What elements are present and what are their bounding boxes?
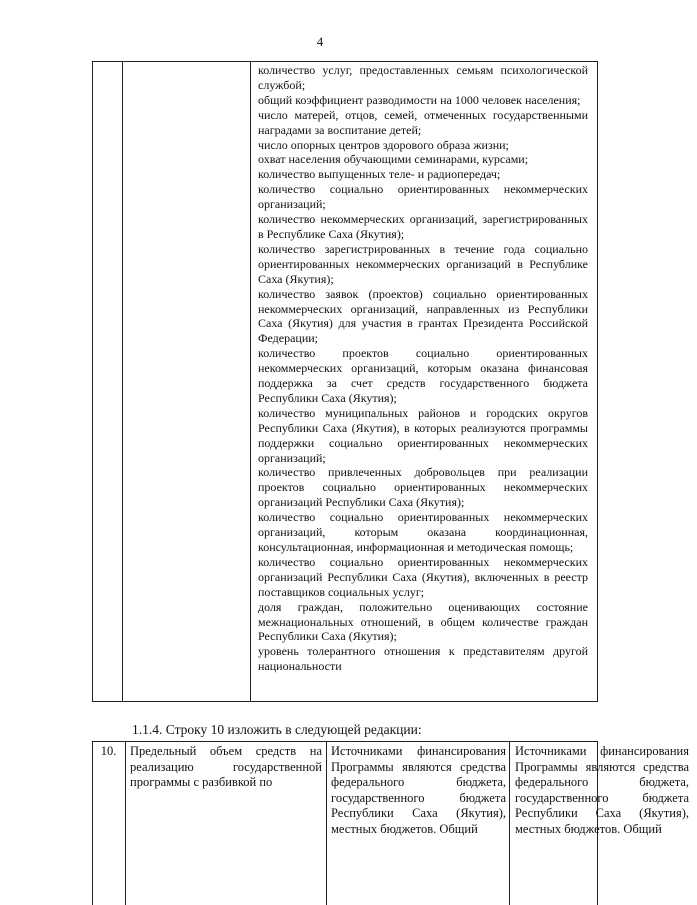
- row-name: Предельный объем средств на реализацию государственной программы с разбивкой по: [130, 744, 322, 790]
- indicator-item: доля граждан, положительно оценивающих состояние межнациональных отношений, в общем количестве граждан Республики Саха (Якутия);: [258, 599, 588, 644]
- indicator-item: количество услуг, предоставленных семьям психологической службой;: [258, 63, 588, 92]
- indicator-item: количество социально ориентированных некоммерческих организаций, которым оказана координационная, консультационная, информационная и методическая помощь;: [258, 510, 588, 554]
- row-new-text: Источниками финансирования Программы являются средства федерального бюджета, государственного бюджета Республики Саха (Якутия), местных бюджетов. Общий: [515, 744, 689, 836]
- indicator-item: количество проектов социально ориентированных некоммерческих организаций, которым оказана финансовая поддержка за счет средств государственного бюджета Республики Саха (Якутия);: [258, 346, 588, 405]
- indicator-item: количество муниципальных районов и городских округов Республики Саха (Якутия), в которых реализуются программы поддержки социально ориентированных некоммерческих организаций;: [258, 405, 588, 465]
- indicator-item: число матерей, отцов, семей, отмеченных государственными наградами за воспитание детей;: [258, 107, 588, 137]
- indicator-item: общий коэффициент разводимости на 1000 человек населения;: [258, 92, 581, 107]
- indicator-item: охват населения обучающими семинарами, курсами;: [258, 152, 529, 167]
- row-10-table: [92, 741, 689, 905]
- indicator-item: количество заявок (проектов) социально ориентированных некоммерческих организаций, направленных из Республики Саха (Якутия) для участия в грантах Президента Российской Федерации;: [258, 286, 588, 346]
- indicators-cell: [251, 62, 597, 701]
- indicator-item: количество некоммерческих организаций, зарегистрированных в Республике Саха (Якутия);: [258, 212, 588, 241]
- amendment-paragraph: 1.1.4. Строку 10 изложить в следующей редакции:: [132, 722, 422, 737]
- row-number: 10.: [100, 744, 117, 758]
- indicator-item: число опорных центров здорового образа жизни;: [258, 137, 509, 152]
- indicator-item: количество выпущенных теле- и радиопередач;: [258, 167, 501, 182]
- indicator-item: количество социально ориентированных некоммерческих организаций Республики Саха (Якутия), включенных в реестр поставщиков социальных услуг;: [258, 554, 588, 599]
- indicator-item: уровень толерантного отношения к представителям другой национальности: [258, 644, 588, 674]
- column-divider: [122, 62, 123, 701]
- indicator-item: количество зарегистрированных в течение года социально ориентированных некоммерческих организаций в Республике Саха (Якутия);: [258, 241, 588, 286]
- page-number: 4: [316, 34, 324, 49]
- indicator-item: количество социально ориентированных некоммерческих организаций;: [258, 182, 588, 212]
- row-old-text: Источниками финансирования Программы являются средства федерального бюджета, государственного бюджета Республики Саха (Якутия), местных бюджетов. Общий: [331, 744, 506, 836]
- indicator-item: количество привлеченных добровольцев при реализации проектов социально ориентированных некоммерческих организаций Республики Саха (Якутия);: [258, 465, 588, 510]
- indicators-table-continuation: [92, 61, 598, 702]
